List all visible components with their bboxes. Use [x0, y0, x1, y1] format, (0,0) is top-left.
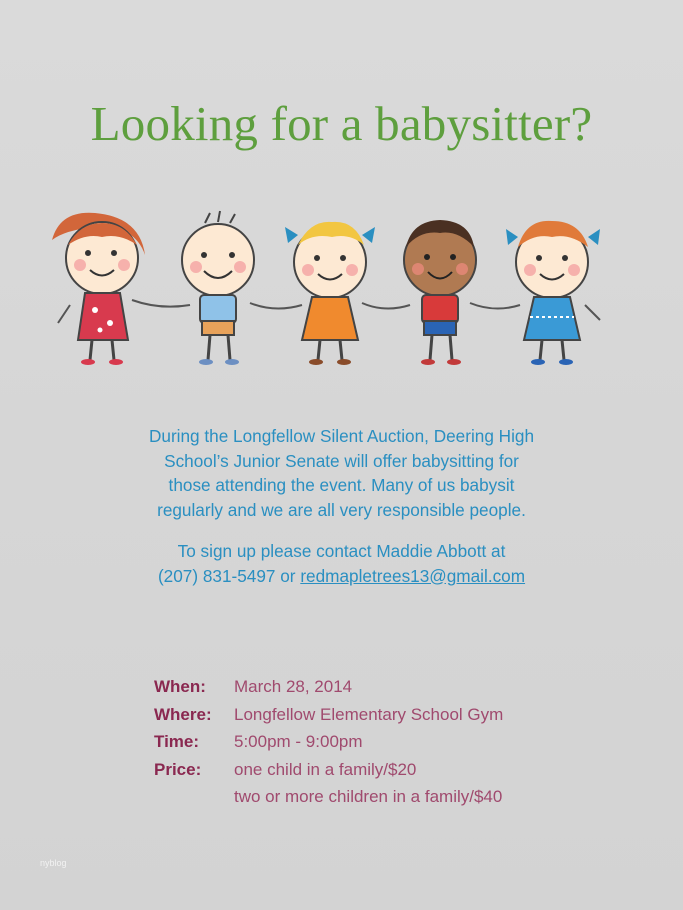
child-figure: [404, 220, 476, 365]
intro-paragraph: [60, 424, 623, 522]
watermark: nyblog: [40, 858, 67, 868]
intro-line: During the Longfellow Silent Auction, Deering High: [148, 426, 535, 446]
time-value: 5:00pm - 9:00pm: [234, 732, 363, 751]
child-figure: [285, 222, 375, 365]
contact-line: To sign up please contact Maddie Abbott at: [177, 541, 506, 561]
price-label: Price:: [154, 759, 202, 779]
page-title: Looking for a babysitter?: [90, 96, 593, 151]
detail-row-price-2: [154, 783, 503, 811]
child-figure: [52, 213, 145, 365]
child-figure: [182, 211, 254, 365]
child-figure: [506, 221, 600, 365]
contact-line-phone: [60, 564, 623, 589]
price-label-spacer: [154, 783, 234, 811]
email-link[interactable]: redmapletrees13@gmail.com: [300, 565, 526, 586]
when-label: When:: [154, 677, 206, 696]
intro-line: regularly and we are all very responsible people.: [157, 499, 526, 520]
where-value: Longfellow Elementary School Gym: [234, 704, 504, 724]
price-value: two or more children in a family/$40: [234, 787, 503, 806]
children-holding-hands-illustration: [40, 205, 625, 375]
contact-paragraph: [60, 539, 623, 588]
intro-line: School’s Junior Senate will offer babysitting for: [164, 450, 519, 471]
phone-number: (207) 831-5497 or: [157, 565, 301, 586]
event-details: [154, 673, 503, 811]
intro-line: those attending the event. Many of us babysit: [168, 475, 515, 495]
when-value: March 28, 2014: [234, 677, 353, 696]
price-value: one child in a family/$20: [234, 759, 417, 779]
detail-row-price: [154, 756, 503, 784]
time-label: Time:: [154, 732, 200, 751]
detail-row-time: [154, 728, 503, 756]
detail-row-when: [154, 673, 503, 701]
detail-row-where: [154, 701, 503, 729]
where-label: Where:: [154, 704, 212, 724]
